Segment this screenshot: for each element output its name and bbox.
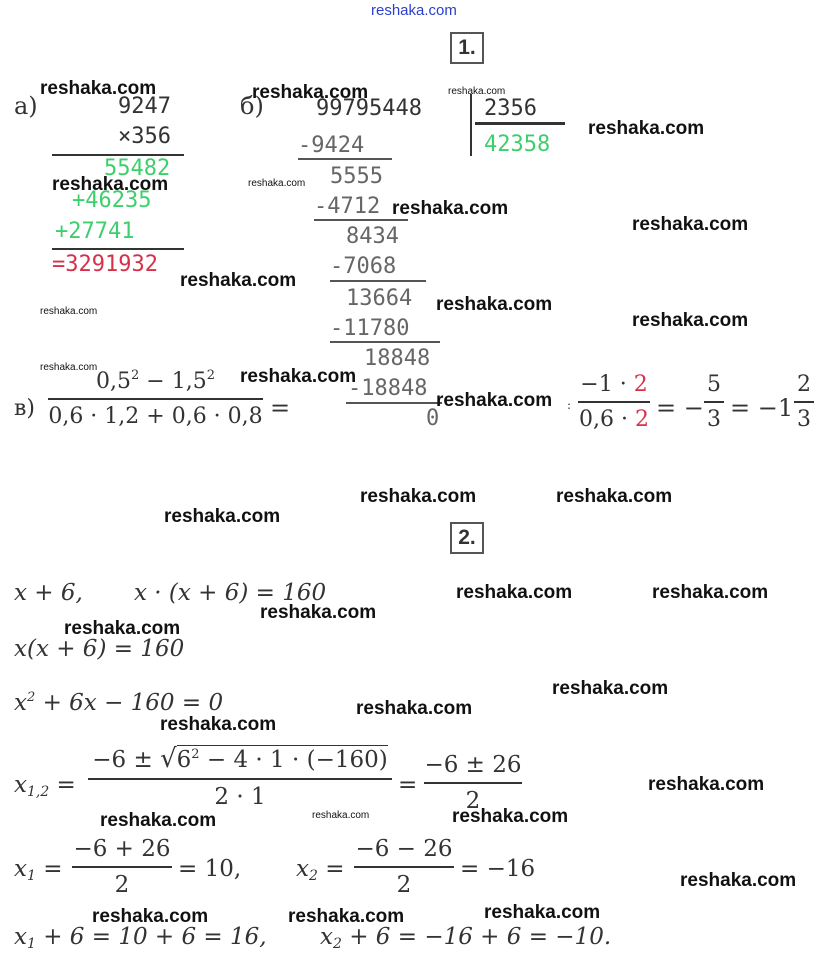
equals-minus-1: = − xyxy=(656,394,704,422)
division-step-line-4 xyxy=(330,341,440,343)
division-step-9: -18848 xyxy=(348,376,428,401)
watermark: reshaka.com xyxy=(180,270,297,291)
division-step-1: -9424 xyxy=(298,133,365,158)
watermark: reshaka.com xyxy=(240,366,357,387)
division-vertical-line xyxy=(470,94,472,156)
division-step-line-3 xyxy=(330,280,426,282)
task2-line4-lhs: $x_{1,2}$ = xyxy=(14,772,76,800)
part-a-label: а) xyxy=(14,92,38,120)
fraction-denominator: 0,6 · 1,2 + 0,6 · 0,8 xyxy=(48,403,263,429)
equals-minus-one: = −1 xyxy=(730,394,794,422)
division-step-line-5 xyxy=(346,402,442,404)
fraction-bar xyxy=(48,398,263,400)
watermark: reshaka.com xyxy=(632,310,749,331)
watermark: reshaka.com xyxy=(40,78,157,99)
task2-line4-eq2: = xyxy=(398,772,418,798)
division-step-6: 13664 xyxy=(346,286,413,311)
watermark: reshaka.com xyxy=(40,362,98,373)
root-x1-lhs: $x_1$ = xyxy=(14,856,63,884)
final-line-1: $x_1 + 6 = 10 + 6 = 16$, xyxy=(14,924,267,952)
watermark: reshaka.com xyxy=(164,506,281,527)
watermark: reshaka.com xyxy=(52,174,169,195)
division-step-3: -4712 xyxy=(314,194,381,219)
quotient: 42358 xyxy=(484,132,551,157)
watermark: reshaka.com xyxy=(64,618,181,639)
task2-line2: x(x + 6) = 160 xyxy=(14,636,185,662)
quadratic-formula-fraction: $-6 \pm √6^2 - 4 \cdot 1 \cdot (-160)$ 2 · 1 xyxy=(88,744,392,810)
task2-line1a: x + 6, xyxy=(14,580,83,606)
partial-product-3: +27741 xyxy=(55,219,135,244)
watermark: reshaka.com xyxy=(588,118,705,139)
root-x1-fraction: −6 + 26 2 xyxy=(73,836,171,898)
division-step-2: 5555 xyxy=(330,164,383,189)
watermark: reshaka.com xyxy=(632,214,749,235)
watermark: reshaka.com xyxy=(652,582,769,603)
root-x2-result: = −16 xyxy=(460,856,536,882)
watermark: reshaka.com xyxy=(248,178,306,189)
watermark: reshaka.com xyxy=(680,870,797,891)
task-2-number: 2. xyxy=(450,522,484,554)
watermark: reshaka.com xyxy=(556,486,673,507)
watermark: reshaka.com xyxy=(100,810,217,831)
fraction-expression xyxy=(48,368,263,429)
watermark: reshaka.com xyxy=(392,198,509,219)
watermark: reshaka.com xyxy=(312,810,370,821)
division-remainder: 0 xyxy=(426,406,440,431)
watermark: reshaka.com xyxy=(484,902,601,923)
dividend: 99795448 xyxy=(316,96,422,121)
task2-line1b: x · (x + 6) = 160 xyxy=(134,580,327,606)
site-watermark-top[interactable]: reshaka.com xyxy=(371,2,457,19)
root-x2-fraction: −6 − 26 2 xyxy=(355,836,453,898)
colon-mark: : xyxy=(567,398,572,412)
watermark: reshaka.com xyxy=(456,582,573,603)
division-step-8: 18848 xyxy=(364,346,431,371)
part-b-label: б) xyxy=(240,92,264,120)
multiplicand: 9247 xyxy=(118,94,171,119)
division-step-line-1 xyxy=(298,158,392,160)
task-1-number: 1. xyxy=(450,32,484,64)
product-result: =3291932 xyxy=(52,252,158,277)
mult-line-2 xyxy=(52,248,184,250)
watermark: reshaka.com xyxy=(360,486,477,507)
root-x1-result: = 10, xyxy=(178,856,242,882)
watermark: reshaka.com xyxy=(448,86,506,97)
watermark: reshaka.com xyxy=(92,906,209,927)
root-x2-lhs: $x_2$ = xyxy=(296,856,345,884)
watermark: reshaka.com xyxy=(160,714,277,735)
multiplier: ×356 xyxy=(118,124,171,149)
watermark: reshaka.com xyxy=(436,390,553,411)
divisor-underline xyxy=(475,122,565,125)
task2-line3: $x^2 + 6x - 160 = 0$ xyxy=(14,690,224,716)
final-line-2: $x_2 + 6 = -16 + 6 = -10$. xyxy=(320,924,612,952)
division-step-4: 8434 xyxy=(346,224,399,249)
watermark: reshaka.com xyxy=(648,774,765,795)
division-step-7: -11780 xyxy=(330,316,410,341)
watermark: reshaka.com xyxy=(260,602,377,623)
watermark: reshaka.com xyxy=(252,82,369,103)
fraction-numerator: $0,5^2 - 1,5^2$ xyxy=(96,368,215,394)
watermark: reshaka.com xyxy=(40,306,98,317)
simplified-fraction: −6 ± 26 2 xyxy=(424,752,522,814)
divisor: 2356 xyxy=(484,96,537,121)
watermark: reshaka.com xyxy=(552,678,669,699)
partial-product-1: 55482 xyxy=(104,156,171,181)
partial-product-2: +46235 xyxy=(72,188,152,213)
reduced-fraction: −1 · 2 0,6 · 2 xyxy=(579,372,649,432)
fraction-five-thirds: 5 3 xyxy=(704,372,724,432)
equals-sign: = xyxy=(270,394,291,422)
watermark: reshaka.com xyxy=(452,806,569,827)
part-v-label: в) xyxy=(14,396,35,421)
watermark: reshaka.com xyxy=(436,294,553,315)
watermark: reshaka.com xyxy=(288,906,405,927)
fraction-two-thirds: 2 3 xyxy=(794,372,814,432)
division-step-5: -7068 xyxy=(330,254,397,279)
watermark: reshaka.com xyxy=(356,698,473,719)
